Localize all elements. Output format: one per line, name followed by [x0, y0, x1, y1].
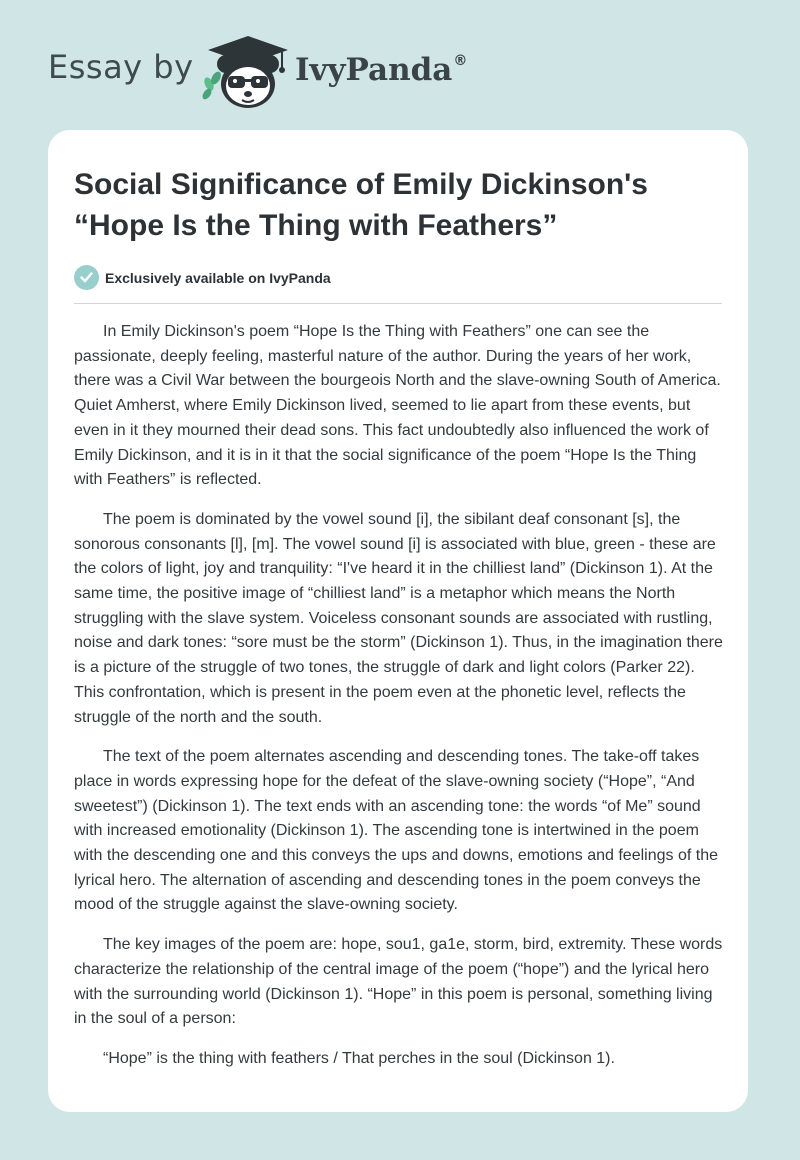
paragraph: In Emily Dickinson's poem “Hope Is the Thing with Feathers” one can see the passionate, deeply feeling, masterful nature of the author. During the years of her work, there was a Civil War between the bourgeois North and the slave-owning South of America. Quiet Amherst, where Emily Dickinson lived, seemed to lie apart from these events, but even in it they mourned their dead sons. This fact undoubtedly also influenced the work of Emily Dickinson, and it is in it that the social significance of the poem “Hope Is the Thing with Feathers” is reflected. — [74, 323, 721, 489]
paragraph: The text of the poem alternates ascending and descending tones. The take-off takes place in words expressing hope for the defeat of the slave-owning society (“Hope”, “And sweetest”) (Dickinson 1). The text ends with an ascending tone: the words “of Me” sound with increased emotionality (Dickinson 1). The ascending tone is intertwined in the poem with the descending one and this conveys the ups and downs, emotions and feelings of the lyrical hero. The alternation of ascending and descending tones in the poem conveys the mood of the struggle against the slave-owning society. — [74, 748, 718, 914]
divider — [74, 303, 722, 304]
article-title: Social Significance of Emily Dickinson's “Hope Is the Thing with Feathers” — [74, 168, 648, 242]
paragraph: The poem is dominated by the vowel sound [i], the sibilant deaf consonant [s], the sonorous consonants [l], [m]. The vowel sound [i] is associated with blue, green - these are the colors of light, joy and tranquility: “I've heard it in the chilliest land” (Dickinson 1). At the same time, the positive image of “chilliest land” is a metaphor which means the North struggling with the slave system. Voiceless consonant sounds are associated with rustling, noise and dark tones: “sore must be the storm” (Dickinson 1). Thus, in the imagination there is a picture of the struggle of two tones, the struggle of dark and light colors (Parker 22). This confrontation, which is present in the poem even at the phonetic level, reflects the struggle of the north and the south. — [74, 510, 723, 726]
exclusive-label: Exclusively available on IvyPanda — [105, 269, 331, 286]
article-card — [48, 130, 748, 1112]
paragraph: The key images of the poem are: hope, sou1, ga1e, storm, bird, extremity. These words characterize the relationship of the central image of the poem (“hope”) and the lyrical hero with the surrounding world (Dickinson 1). “Hope” in this poem is personal, something living in the soul of a person: — [74, 936, 723, 1028]
site-header — [0, 0, 800, 130]
quote-line: “Hope” is the thing with feathers / That perches in the soul (Dickinson 1). — [103, 1049, 615, 1067]
brand-name[interactable] — [295, 52, 467, 88]
article-body — [74, 320, 726, 1087]
exclusive-badge — [74, 265, 331, 290]
brand-text: IvyPanda — [295, 52, 453, 88]
registered-mark: ® — [453, 52, 468, 69]
check-circle-icon — [74, 265, 99, 290]
essay-by-label: Essay by — [48, 48, 194, 86]
panda-logo-icon[interactable] — [200, 34, 296, 110]
